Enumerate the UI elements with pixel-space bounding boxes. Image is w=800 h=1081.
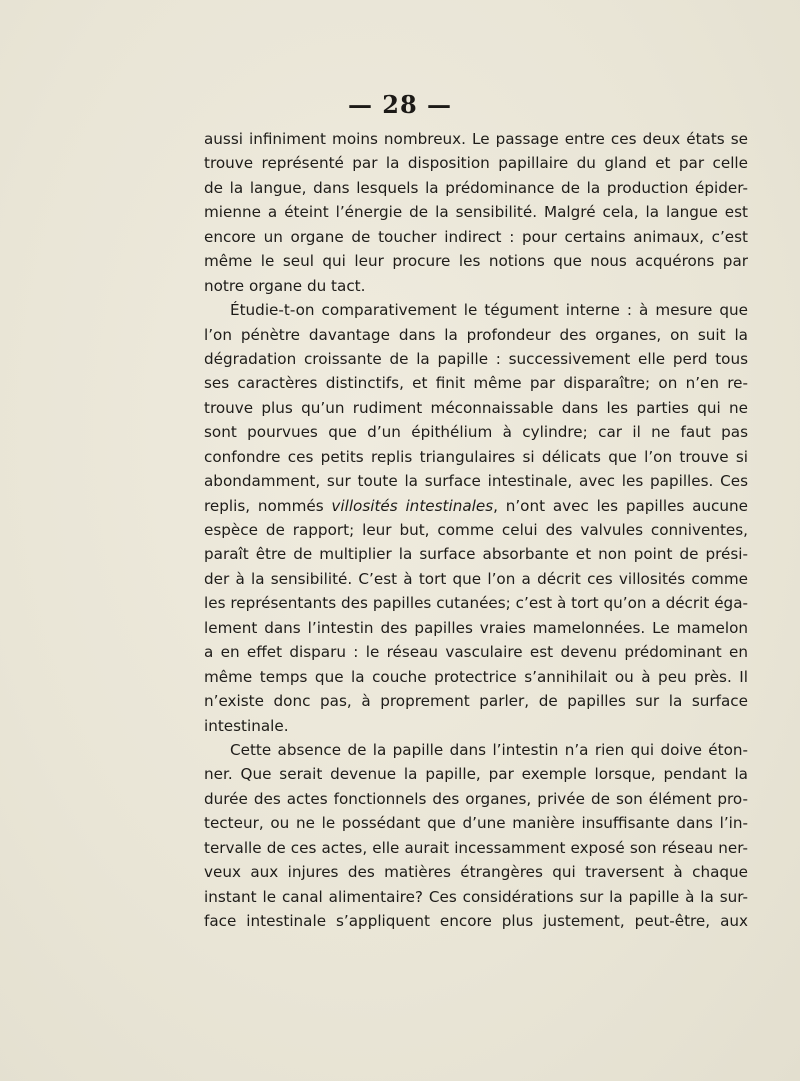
text-line: dégradation croissante de la papille : successivement elle perd tous bbox=[204, 349, 748, 368]
text-line: intestinale. bbox=[204, 716, 289, 735]
text-line: Étudie-t-on comparativement le tégument interne : à mesure que bbox=[230, 301, 748, 320]
text-line: n’existe donc pas, à proprement parler, de papilles sur la surface bbox=[204, 692, 748, 711]
text-line: ner. Que serait devenue la papille, par exemple lorsque, pendant la bbox=[204, 765, 748, 784]
text-line: paraît être de multiplier la surface absorbante et non point de prési- bbox=[204, 545, 748, 564]
text-line: mienne a éteint l’énergie de la sensibilité. Malgré cela, la langue est bbox=[204, 203, 748, 222]
text-line: a en effet disparu : le réseau vasculaire est devenu prédominant en bbox=[204, 643, 748, 662]
body-text bbox=[204, 127, 748, 933]
text-line: les représentants des papilles cutanées; c’est à tort qu’on a décrit éga- bbox=[204, 594, 748, 613]
text-line: notre organe du tact. bbox=[204, 276, 366, 295]
text-line: trouve plus qu’un rudiment méconnaissable dans les parties qui ne bbox=[204, 398, 748, 417]
page-number: — 28 — bbox=[347, 90, 453, 119]
italic-term: villosités intestinales bbox=[331, 496, 494, 515]
text-line: confondre ces petits replis triangulaires si délicats que l’on trouve si bbox=[204, 447, 748, 466]
text-line: ses caractères distinctifs, et finit même par disparaître; on n’en re- bbox=[204, 374, 748, 393]
text-line: veux aux injures des matières étrangères qui traversent à chaque bbox=[204, 863, 748, 882]
text-line: l’on pénètre davantage dans la profondeur des organes, on suit la bbox=[204, 325, 748, 344]
text-line: sont pourvues que d’un épithélium à cylindre; car il ne faut pas bbox=[204, 423, 748, 442]
text-line-with-italic bbox=[204, 494, 748, 518]
text-line: tecteur, ou ne le possédant que d’une manière insuffisante dans l’in- bbox=[204, 814, 748, 833]
text-line: durée des actes fonctionnels des organes, privée de son élément pro- bbox=[204, 789, 748, 808]
text-line: même le seul qui leur procure les notions que nous acquérons par bbox=[204, 252, 748, 271]
text-line: lement dans l’intestin des papilles vraies mamelonnées. Le mamelon bbox=[204, 618, 748, 637]
text-line: espèce de rapport; leur but, comme celui des valvules conniventes, bbox=[204, 521, 748, 539]
text-line: abondamment, sur toute la surface intestinale, avec les papilles. Ces bbox=[204, 472, 748, 491]
text-line: de la langue, dans lesquels la prédominance de la production épider- bbox=[204, 178, 748, 197]
text-fragment: , n’ont avec les papilles aucune bbox=[493, 496, 749, 515]
text-line: der à la sensibilité. C’est à tort que l’on a décrit ces villosités comme bbox=[204, 569, 748, 588]
text-line: tervalle de ces actes, elle aurait incessamment exposé son réseau ner- bbox=[204, 838, 748, 857]
text-line: encore un organe de toucher indirect : pour certains animaux, c’est bbox=[204, 227, 748, 246]
text-line: même temps que la couche protectrice s’annihilait ou à peu près. Il bbox=[204, 667, 748, 686]
text-line: aussi infiniment moins nombreux. Le passage entre ces deux états se bbox=[204, 130, 748, 148]
text-line: trouve représenté par la disposition papillaire du gland et par celle bbox=[204, 154, 748, 173]
text-line: instant le canal alimentaire? Ces considérations sur la papille à la sur- bbox=[204, 887, 748, 906]
text-line: Cette absence de la papille dans l’intestin n’a rien qui doive éton- bbox=[230, 740, 748, 759]
text-fragment: replis, nommés bbox=[204, 496, 332, 515]
text-line: face intestinale s’appliquent encore plus justement, peut-être, aux bbox=[204, 912, 748, 930]
